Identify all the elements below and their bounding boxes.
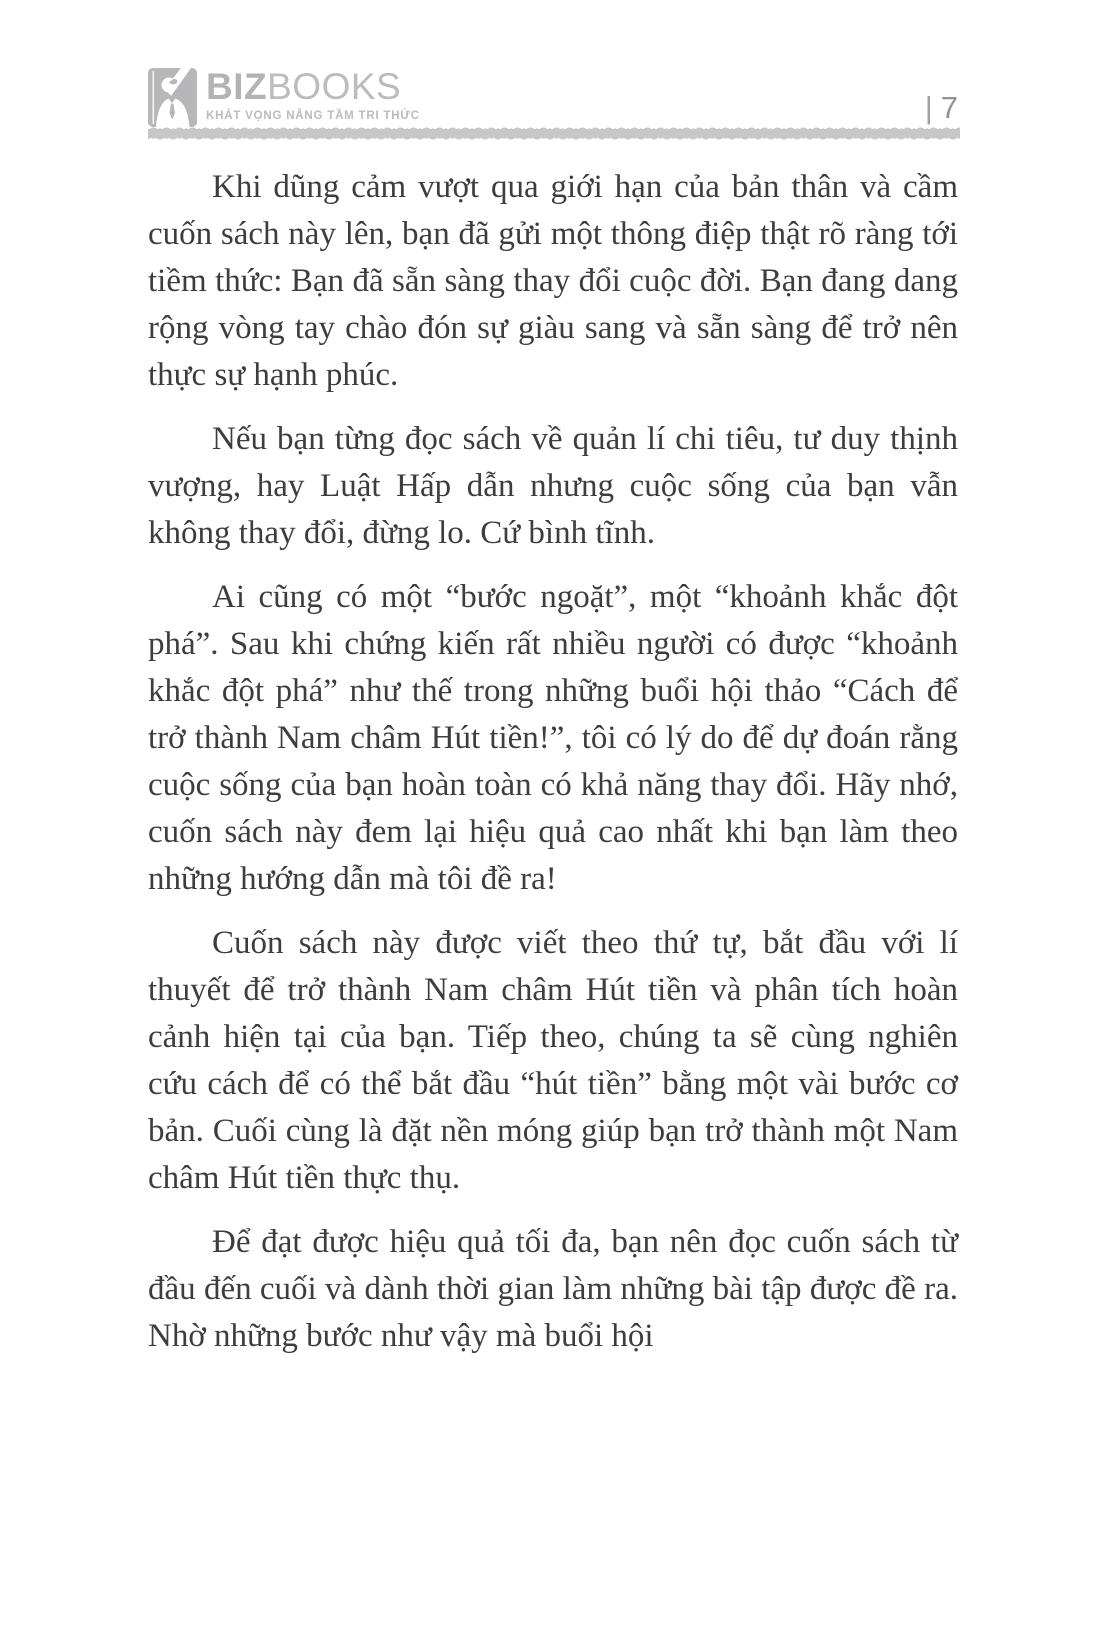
page-number xyxy=(925,90,960,126)
page-header xyxy=(148,68,960,130)
paragraph-5: Để đạt được hiệu quả tối đa, bạn nên đọc cuốn sách từ đầu đến cuối và dành thời gian làm những bài tập được đề ra. Nhờ những bước như vậy mà buổi hội xyxy=(148,1224,958,1354)
paragraph-4: Cuốn sách này được viết theo thứ tự, bắt đầu với lí thuyết để trở thành Nam châm Hút tiền và phân tích hoàn cảnh hiện tại của bạn. Tiếp theo, chúng ta sẽ cùng nghiên cứu cách để có thể bắt đầu “hút tiền” bằng một vài bước cơ bản. Cuối cùng là đặt nền móng giúp bạn trở thành một Nam châm Hút tiền thực thụ. xyxy=(148,925,958,1196)
dotted-divider xyxy=(148,127,960,140)
paragraph-1: Khi dũng cảm vượt qua giới hạn của bản thân và cầm cuốn sách này lên, bạn đã gửi một thông điệp thật rõ ràng tới tiềm thức: Bạn đã sẵn sàng thay đổi cuộc đời. Bạn đang dang rộng vòng tay chào đón sự giàu sang và sẵn sàng để trở nên thực sự hạnh phúc. xyxy=(148,169,958,393)
page-number-separator: | xyxy=(924,90,935,125)
brand-books: BOOKS xyxy=(267,66,402,107)
bizbooks-logo-icon xyxy=(148,68,197,127)
brand-name xyxy=(206,68,420,105)
page-body xyxy=(148,164,958,1377)
paragraph-2: Nếu bạn từng đọc sách về quản lí chi tiêu, tư duy thịnh vượng, hay Luật Hấp dẫn nhưng cuộc sống của bạn vẫn không thay đổi, đừng lo. Cứ bình tĩnh. xyxy=(148,421,958,551)
brand-tagline: KHÁT VỌNG NÂNG TẦM TRI THỨC xyxy=(206,110,420,122)
bizbooks-logo xyxy=(148,68,420,127)
logo-text xyxy=(206,68,420,123)
paragraph-3: Ai cũng có một “bước ngoặt”, một “khoảnh khắc đột phá”. Sau khi chứng kiến rất nhiều người có được “khoảnh khắc đột phá” như thế trong những buổi hội thảo “Cách để trở thành Nam châm Hút tiền!”, tôi có lý do để dự đoán rằng cuộc sống của bạn hoàn toàn có khả năng thay đổi. Hãy nhớ, cuốn sách này đem lại hiệu quả cao nhất khi bạn làm theo những hướng dẫn mà tôi đề ra! xyxy=(148,579,958,897)
page-number-value: 7 xyxy=(940,90,960,125)
brand-biz: BIZ xyxy=(206,66,268,107)
